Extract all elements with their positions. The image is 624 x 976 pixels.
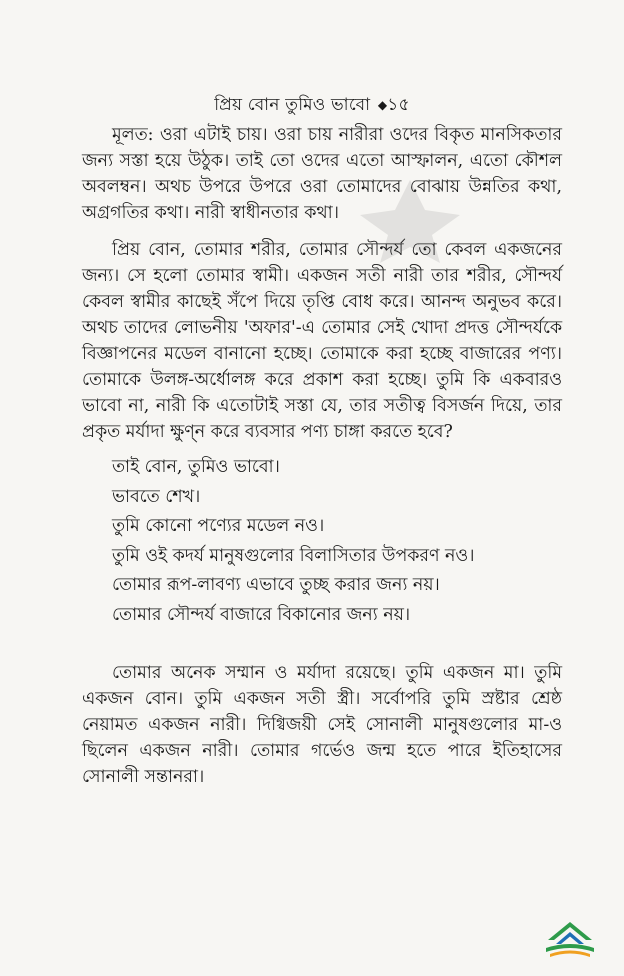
- line-item: তুমি কোনো পণ্যের মডেল নও।: [112, 516, 325, 536]
- page-number: ১৫: [387, 95, 410, 115]
- paragraph-3: তোমার অনেক সম্মান ও মর্যাদা রয়েছে। তুমি একজন মা। তুমি একজন বোন। তুমি একজন সতী স্ত্রী। সর্বোপরি তুমি স্রষ্টার শ্রেষ্ঠ নেয়ামত একজন নারী। দিগ্বিজয়ী সেই সোনালী মানুষগুলোর মা-ও ছিলেন একজন নারী। তোমার গর্ভেও জন্ম হতে পারে ইতিহাসের সোনালী সন্তানরা।: [82, 663, 562, 787]
- line-item: তোমার রূপ-লাবণ্য এভাবে তুচ্ছ করার জন্য নয়।: [112, 575, 440, 595]
- line-item: তুমি ওই কদর্য মানুষগুলোর বিলাসিতার উপকরণ নও।: [112, 545, 475, 566]
- diamond-icon: ◆: [377, 98, 388, 112]
- line-item: ভাবতে শেখ।: [112, 486, 201, 507]
- running-header: [0, 92, 624, 120]
- header-title: প্রিয় বোন তুমিও ভাবো: [214, 95, 371, 115]
- paragraph-1: মূলত: ওরা এটাই চায়। ওরা চায় নারীরা ওদের বিকৃত মানসিকতার জন্য সস্তা হয়ে উঠুক। তাই তো ওদের এতো আস্ফালন, এতো কৌশল অবলম্বন। অথচ উপরে উপরে ওরা তোমাদের বোঝায় উন্নতির কথা, অগ্রগতির কথা। নারী স্বাধীনতার কথা।: [82, 125, 562, 223]
- line-item: তোমার সৌন্দর্য বাজারে বিকানোর জন্য নয়।: [112, 604, 411, 625]
- line-item: তাই বোন, তুমিও ভাবো।: [112, 457, 280, 477]
- paragraph-2: প্রিয় বোন, তোমার শরীর, তোমার সৌন্দর্য তো কেবল একজনের জন্য। সে হলো তোমার স্বামী। একজন সতী নারী তার শরীর, সৌন্দর্য কেবল স্বামীর কাছেই সঁপে দিয়ে তৃপ্তি বোধ করে। আনন্দ অনুভব করে। অথচ তাদের লোভনীয় 'অফার'-এ তোমার সেই খোদা প্রদত্ত সৌন্দর্যকে বিজ্ঞাপনের মডেল বানানো হচ্ছে। তোমাকে করা হচ্ছে বাজারের পণ্য। তোমাকে উলঙ্গ-অর্ধোলঙ্গ করে প্রকাশ করা হচ্ছে। তুমি কি একবারও ভাবো না, নারী কি এতোটাই সস্তা যে, তার সতীত্ব বিসর্জন দিয়ে, তার প্রকৃত মর্যাদা ক্ষুণ্ন করে ব্যবসার পণ্য চাঙ্গা করতে হবে?: [82, 240, 562, 442]
- publisher-logo-icon: [542, 918, 598, 962]
- short-lines: [112, 453, 474, 630]
